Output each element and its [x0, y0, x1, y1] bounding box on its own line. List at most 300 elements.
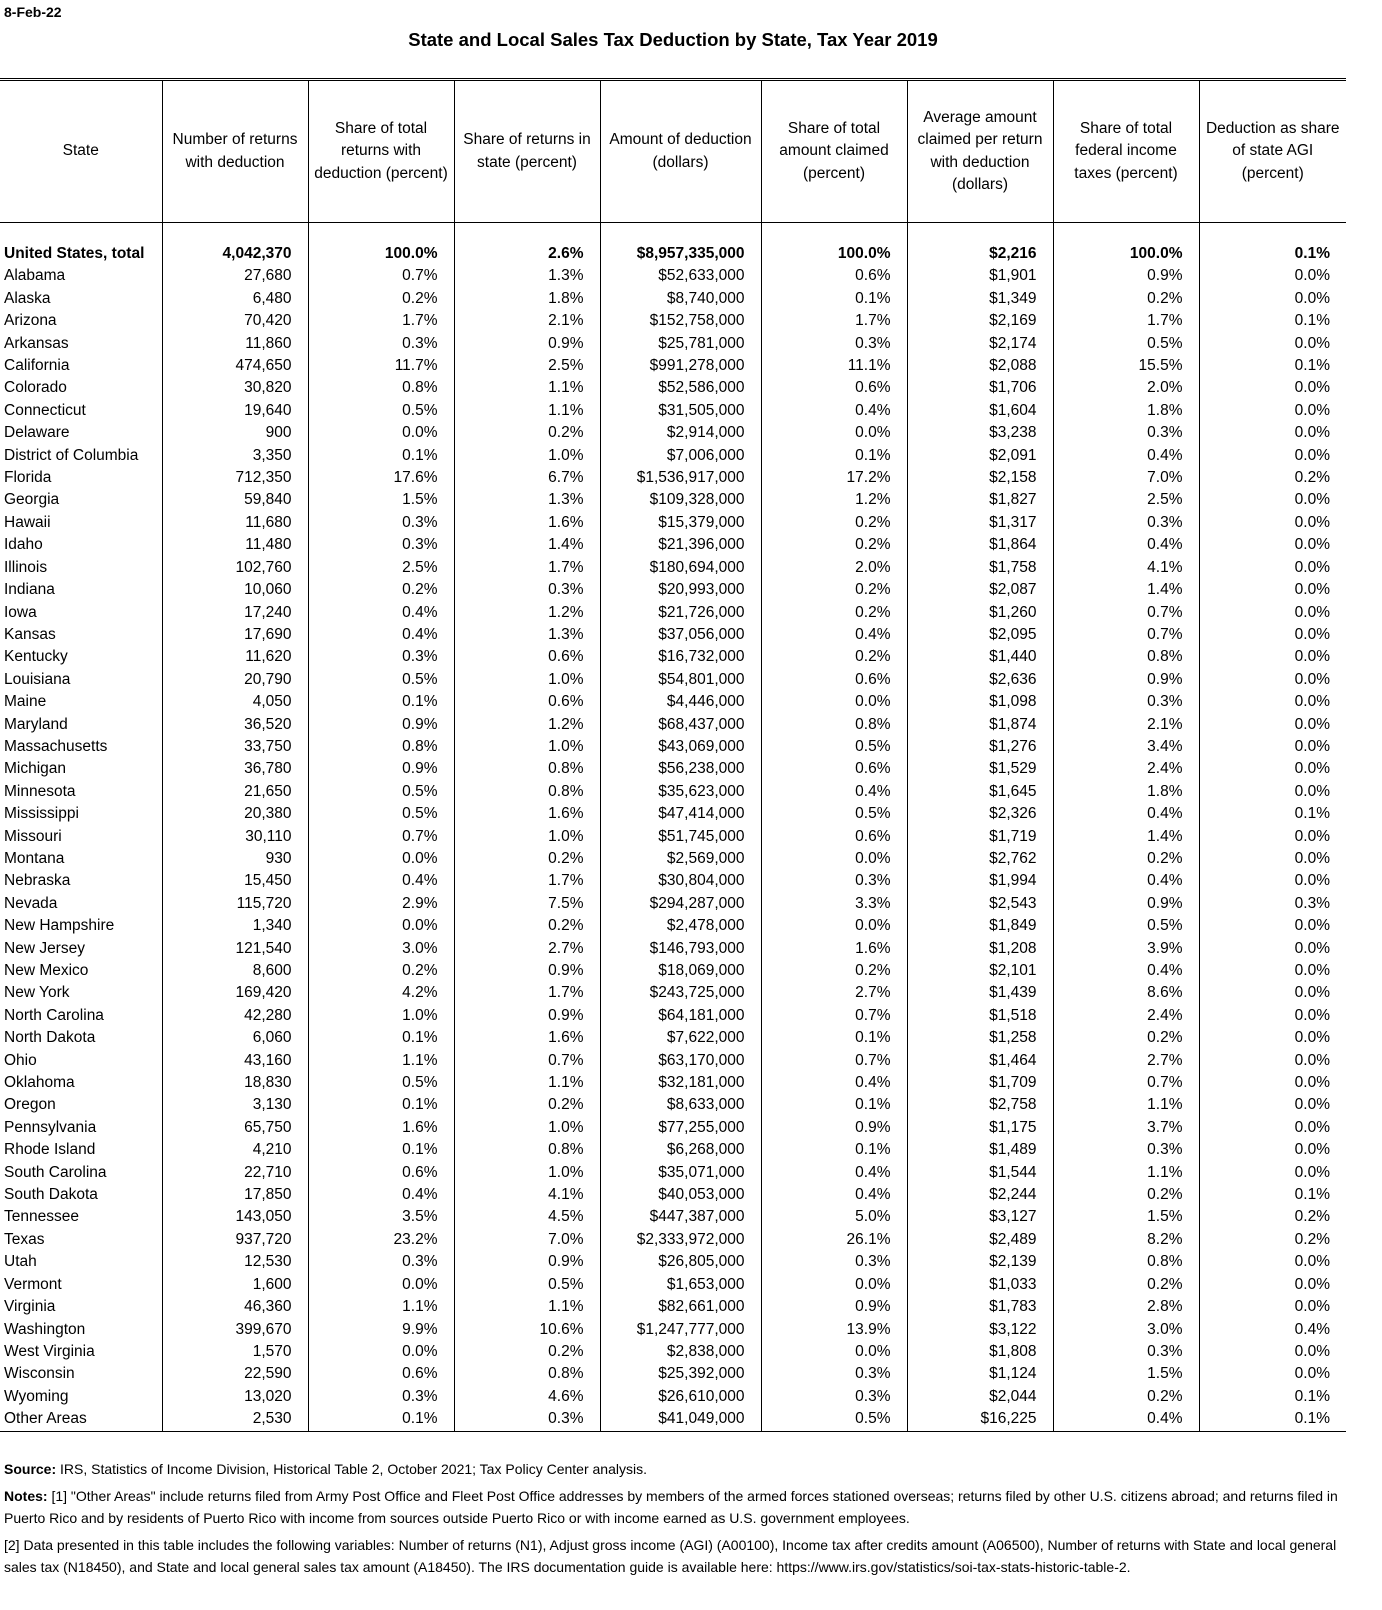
cell-share-of-total-returns: 0.8% — [308, 377, 454, 399]
note-2: [2] Data presented in this table includes the following variables: Number of returns (N1), Adjust gross income (AGI) (A00100), Income tax after credits amount (A06500), Number of returns with State and local general sales tax (N18450), and State and local general sales tax amount (A18450). The IRS documentation guide is available here: https://www.irs.gov/statistics/soi-tax-stats-historic-table-2. — [4, 1536, 1337, 1575]
cell-average-amount: $1,175 — [907, 1117, 1053, 1139]
cell-state: Tennessee — [4, 1208, 79, 1226]
cell-average-amount: $1,808 — [907, 1341, 1053, 1363]
cell-share-of-total-returns: 0.4% — [308, 1184, 454, 1206]
cell-share-of-state-agi: 0.2% — [1199, 1206, 1346, 1228]
cell-share-of-total-amount: 26.1% — [761, 1229, 907, 1251]
table-row — [0, 1005, 1346, 1027]
table-row — [0, 310, 1346, 332]
table-row — [0, 288, 1346, 310]
cell-number-of-returns: 59,840 — [162, 489, 308, 511]
cell-share-of-total-returns: 4.2% — [308, 982, 454, 1004]
cell-number-of-returns: 18,830 — [162, 1072, 308, 1094]
cell-average-amount: $1,033 — [907, 1274, 1053, 1296]
cell-state: Missouri — [4, 827, 62, 845]
report-date: 8-Feb-22 — [4, 4, 62, 20]
cell-number-of-returns: 46,360 — [162, 1296, 308, 1318]
cell-share-of-total-returns: 0.5% — [308, 781, 454, 803]
cell-share-of-total-amount: 0.2% — [761, 512, 907, 534]
cell-amount-of-deduction: $7,006,000 — [600, 445, 761, 467]
cell-average-amount: $2,087 — [907, 579, 1053, 601]
cell-share-of-federal-taxes: 1.8% — [1053, 400, 1199, 422]
cell-share-of-federal-taxes: 0.2% — [1053, 1386, 1199, 1408]
cell-share-of-state-agi: 0.0% — [1199, 422, 1346, 444]
table-row — [0, 400, 1346, 422]
cell-share-of-federal-taxes: 0.5% — [1053, 333, 1199, 355]
cell-state: South Dakota — [4, 1186, 98, 1204]
cell-amount-of-deduction: $180,694,000 — [600, 557, 761, 579]
cell-average-amount: $1,874 — [907, 714, 1053, 736]
cell-share-of-total-returns: 0.4% — [308, 602, 454, 624]
cell-share-of-returns-in-state: 0.6% — [454, 646, 600, 668]
cell-share-of-total-amount: 0.0% — [761, 691, 907, 713]
table-row — [0, 736, 1346, 758]
cell-share-of-returns-in-state: 0.8% — [454, 758, 600, 780]
source-label: Source: — [4, 1461, 57, 1477]
cell-number-of-returns: 11,620 — [162, 646, 308, 668]
cell-average-amount: $2,636 — [907, 669, 1053, 691]
cell-number-of-returns: 30,820 — [162, 377, 308, 399]
cell-share-of-federal-taxes: 0.4% — [1053, 1408, 1199, 1431]
table-row — [0, 1162, 1346, 1184]
cell-number-of-returns: 1,570 — [162, 1341, 308, 1363]
cell-share-of-total-returns: 0.1% — [308, 1408, 454, 1431]
cell-share-of-returns-in-state: 6.7% — [454, 467, 600, 489]
cell-share-of-state-agi: 0.1% — [1199, 1408, 1346, 1431]
cell-share-of-state-agi: 0.0% — [1199, 826, 1346, 848]
cell-number-of-returns: 121,540 — [162, 938, 308, 960]
cell-share-of-total-amount: 0.9% — [761, 1117, 907, 1139]
cell-share-of-federal-taxes: 0.7% — [1053, 602, 1199, 624]
cell-number-of-returns: 21,650 — [162, 781, 308, 803]
cell-share-of-returns-in-state: 1.7% — [454, 870, 600, 892]
cell-share-of-total-amount: 0.2% — [761, 534, 907, 556]
cell-share-of-returns-in-state: 1.3% — [454, 265, 600, 287]
cell-state: Kansas — [4, 625, 56, 643]
cell-share-of-returns-in-state: 1.0% — [454, 1117, 600, 1139]
cell-amount-of-deduction: $152,758,000 — [600, 310, 761, 332]
cell-amount-of-deduction: $18,069,000 — [600, 960, 761, 982]
cell-average-amount: $2,091 — [907, 445, 1053, 467]
cell-state: Iowa — [4, 603, 37, 621]
table-row — [0, 422, 1346, 444]
cell-share-of-state-agi: 0.0% — [1199, 445, 1346, 467]
cell-amount-of-deduction: $4,446,000 — [600, 691, 761, 713]
cell-amount-of-deduction: $2,838,000 — [600, 1341, 761, 1363]
table-row — [0, 534, 1346, 556]
cell-state: New York — [4, 984, 70, 1002]
sales-tax-deduction-table — [0, 78, 1346, 1432]
cell-amount-of-deduction: $40,053,000 — [600, 1184, 761, 1206]
cell-share-of-total-returns: 0.6% — [308, 1162, 454, 1184]
cell-number-of-returns: 42,280 — [162, 1005, 308, 1027]
cell-share-of-federal-taxes: 0.9% — [1053, 669, 1199, 691]
cell-number-of-returns: 474,650 — [162, 355, 308, 377]
cell-average-amount: $2,101 — [907, 960, 1053, 982]
cell-share-of-total-amount: 0.4% — [761, 624, 907, 646]
cell-share-of-federal-taxes: 8.2% — [1053, 1229, 1199, 1251]
cell-share-of-returns-in-state: 1.6% — [454, 1027, 600, 1049]
cell-state: Hawaii — [4, 513, 51, 531]
cell-share-of-total-amount: 0.9% — [761, 1296, 907, 1318]
table-row — [0, 1206, 1346, 1228]
cell-share-of-total-returns: 9.9% — [308, 1319, 454, 1341]
table-row — [0, 781, 1346, 803]
cell-share-of-federal-taxes: 3.9% — [1053, 938, 1199, 960]
cell-number-of-returns: 4,042,370 — [162, 243, 308, 265]
cell-share-of-returns-in-state: 0.3% — [454, 1408, 600, 1431]
cell-state: Vermont — [4, 1275, 62, 1293]
cell-share-of-state-agi: 0.0% — [1199, 669, 1346, 691]
cell-share-of-federal-taxes: 0.4% — [1053, 803, 1199, 825]
cell-state: Indiana — [4, 581, 55, 599]
cell-share-of-returns-in-state: 0.8% — [454, 1363, 600, 1385]
cell-share-of-total-returns: 0.2% — [308, 579, 454, 601]
cell-state: Wisconsin — [4, 1365, 75, 1383]
table-row — [0, 714, 1346, 736]
cell-share-of-state-agi: 0.1% — [1199, 1386, 1346, 1408]
header-row — [0, 80, 1346, 223]
table-row — [0, 1296, 1346, 1318]
footnotes — [4, 1458, 1344, 1579]
cell-share-of-returns-in-state: 0.9% — [454, 1251, 600, 1273]
cell-number-of-returns: 19,640 — [162, 400, 308, 422]
cell-share-of-total-returns: 2.9% — [308, 893, 454, 915]
cell-share-of-returns-in-state: 1.0% — [454, 445, 600, 467]
cell-amount-of-deduction: $35,071,000 — [600, 1162, 761, 1184]
cell-share-of-returns-in-state: 1.6% — [454, 512, 600, 534]
cell-share-of-federal-taxes: 2.8% — [1053, 1296, 1199, 1318]
cell-share-of-state-agi: 0.0% — [1199, 758, 1346, 780]
cell-amount-of-deduction: $146,793,000 — [600, 938, 761, 960]
cell-share-of-federal-taxes: 0.8% — [1053, 646, 1199, 668]
cell-average-amount: $2,088 — [907, 355, 1053, 377]
cell-average-amount: $1,124 — [907, 1363, 1053, 1385]
column-header-share-of-state-agi: Deduction as share of state AGI (percent) — [1199, 80, 1346, 223]
table-row — [0, 758, 1346, 780]
table-row — [0, 803, 1346, 825]
cell-share-of-federal-taxes: 0.2% — [1053, 288, 1199, 310]
cell-number-of-returns: 30,110 — [162, 826, 308, 848]
cell-share-of-total-returns: 1.5% — [308, 489, 454, 511]
cell-share-of-total-returns: 0.8% — [308, 736, 454, 758]
cell-number-of-returns: 43,160 — [162, 1050, 308, 1072]
cell-share-of-total-amount: 0.0% — [761, 422, 907, 444]
cell-amount-of-deduction: $47,414,000 — [600, 803, 761, 825]
cell-share-of-total-amount: 0.0% — [761, 915, 907, 937]
cell-average-amount: $1,518 — [907, 1005, 1053, 1027]
cell-average-amount: $3,238 — [907, 422, 1053, 444]
cell-share-of-total-amount: 17.2% — [761, 467, 907, 489]
table-row — [0, 624, 1346, 646]
cell-share-of-returns-in-state: 1.4% — [454, 534, 600, 556]
cell-share-of-state-agi: 0.0% — [1199, 870, 1346, 892]
spacer-row — [0, 223, 1346, 244]
table-row — [0, 445, 1346, 467]
cell-share-of-federal-taxes: 1.4% — [1053, 826, 1199, 848]
cell-amount-of-deduction: $8,957,335,000 — [600, 243, 761, 265]
cell-amount-of-deduction: $56,238,000 — [600, 758, 761, 780]
cell-share-of-state-agi: 0.0% — [1199, 781, 1346, 803]
cell-share-of-returns-in-state: 0.2% — [454, 915, 600, 937]
cell-share-of-federal-taxes: 2.4% — [1053, 1005, 1199, 1027]
cell-share-of-total-returns: 0.2% — [308, 960, 454, 982]
cell-share-of-total-amount: 0.5% — [761, 1408, 907, 1431]
table-row — [0, 646, 1346, 668]
cell-amount-of-deduction: $109,328,000 — [600, 489, 761, 511]
cell-average-amount: $1,827 — [907, 489, 1053, 511]
cell-average-amount: $1,276 — [907, 736, 1053, 758]
cell-state: West Virginia — [4, 1342, 95, 1360]
cell-share-of-federal-taxes: 0.2% — [1053, 1027, 1199, 1049]
cell-amount-of-deduction: $37,056,000 — [600, 624, 761, 646]
table-row — [0, 377, 1346, 399]
cell-average-amount: $1,706 — [907, 377, 1053, 399]
cell-average-amount: $1,849 — [907, 915, 1053, 937]
table-row — [0, 1251, 1346, 1273]
cell-amount-of-deduction: $68,437,000 — [600, 714, 761, 736]
cell-number-of-returns: 143,050 — [162, 1206, 308, 1228]
cell-share-of-returns-in-state: 0.8% — [454, 1139, 600, 1161]
cell-share-of-total-returns: 0.9% — [308, 714, 454, 736]
cell-state: Virginia — [4, 1298, 56, 1316]
table-row — [0, 893, 1346, 915]
cell-state: Massachusetts — [4, 737, 108, 755]
cell-share-of-total-returns: 0.0% — [308, 1341, 454, 1363]
cell-share-of-total-returns: 0.3% — [308, 646, 454, 668]
cell-share-of-returns-in-state: 1.0% — [454, 1162, 600, 1184]
cell-share-of-total-amount: 0.6% — [761, 758, 907, 780]
cell-share-of-total-returns: 11.7% — [308, 355, 454, 377]
cell-share-of-state-agi: 0.0% — [1199, 265, 1346, 287]
cell-share-of-state-agi: 0.0% — [1199, 1363, 1346, 1385]
table-row — [0, 1050, 1346, 1072]
cell-share-of-state-agi: 0.2% — [1199, 1229, 1346, 1251]
cell-share-of-total-amount: 0.8% — [761, 714, 907, 736]
cell-state: California — [4, 357, 70, 375]
cell-share-of-total-amount: 0.3% — [761, 1386, 907, 1408]
cell-share-of-total-amount: 13.9% — [761, 1319, 907, 1341]
cell-amount-of-deduction: $243,725,000 — [600, 982, 761, 1004]
cell-average-amount: $1,489 — [907, 1139, 1053, 1161]
cell-state: Wyoming — [4, 1387, 69, 1405]
cell-share-of-state-agi: 0.0% — [1199, 1341, 1346, 1363]
cell-share-of-total-returns: 0.1% — [308, 691, 454, 713]
cell-share-of-total-returns: 2.5% — [308, 557, 454, 579]
cell-share-of-returns-in-state: 0.9% — [454, 333, 600, 355]
cell-amount-of-deduction: $41,049,000 — [600, 1408, 761, 1431]
cell-amount-of-deduction: $25,781,000 — [600, 333, 761, 355]
cell-share-of-state-agi: 0.0% — [1199, 1117, 1346, 1139]
note-1-text: [1] "Other Areas" include returns filed from Army Post Office and Fleet Post Office addresses by members of the armed forces stationed overseas; returns filed by other U.S. citizens abroad; and returns filed in Puerto Rico and by residents of Puerto Rico with income from sources outside Puerto Rico or with income earned as U.S. government employees. — [4, 1487, 1338, 1526]
cell-state: Kentucky — [4, 648, 68, 666]
cell-share-of-total-returns: 0.1% — [308, 1094, 454, 1116]
column-header-average-amount: Average amount claimed per return with deduction (dollars) — [907, 80, 1053, 223]
cell-average-amount: $1,709 — [907, 1072, 1053, 1094]
cell-share-of-total-returns: 0.1% — [308, 1027, 454, 1049]
cell-share-of-total-amount: 0.0% — [761, 1274, 907, 1296]
cell-share-of-total-returns: 0.5% — [308, 803, 454, 825]
cell-average-amount: $1,901 — [907, 265, 1053, 287]
cell-state: Ohio — [4, 1051, 37, 1069]
cell-share-of-federal-taxes: 100.0% — [1053, 243, 1199, 265]
cell-number-of-returns: 937,720 — [162, 1229, 308, 1251]
cell-share-of-returns-in-state: 1.3% — [454, 489, 600, 511]
cell-share-of-state-agi: 0.0% — [1199, 1094, 1346, 1116]
column-header-state: State — [0, 80, 162, 223]
cell-average-amount: $2,139 — [907, 1251, 1053, 1273]
cell-share-of-total-amount: 0.2% — [761, 960, 907, 982]
cell-amount-of-deduction: $2,914,000 — [600, 422, 761, 444]
cell-amount-of-deduction: $16,732,000 — [600, 646, 761, 668]
cell-share-of-total-amount: 0.3% — [761, 1251, 907, 1273]
cell-share-of-returns-in-state: 1.6% — [454, 803, 600, 825]
cell-share-of-federal-taxes: 4.1% — [1053, 557, 1199, 579]
cell-share-of-total-amount: 0.3% — [761, 333, 907, 355]
cell-share-of-returns-in-state: 1.0% — [454, 826, 600, 848]
cell-share-of-total-returns: 0.0% — [308, 848, 454, 870]
cell-share-of-total-returns: 1.0% — [308, 1005, 454, 1027]
cell-share-of-state-agi: 0.1% — [1199, 803, 1346, 825]
cell-amount-of-deduction: $20,993,000 — [600, 579, 761, 601]
cell-average-amount: $1,758 — [907, 557, 1053, 579]
cell-amount-of-deduction: $31,505,000 — [600, 400, 761, 422]
cell-share-of-federal-taxes: 0.9% — [1053, 893, 1199, 915]
column-header-number-of-returns: Number of returns with deduction — [162, 80, 308, 223]
cell-share-of-returns-in-state: 1.2% — [454, 714, 600, 736]
cell-state: Pennsylvania — [4, 1118, 97, 1136]
table-row — [0, 1072, 1346, 1094]
cell-state: Maine — [4, 693, 47, 711]
cell-share-of-total-returns: 17.6% — [308, 467, 454, 489]
cell-state: New Jersey — [4, 939, 85, 957]
cell-share-of-total-amount: 0.6% — [761, 377, 907, 399]
table-row — [0, 1094, 1346, 1116]
cell-share-of-total-amount: 1.7% — [761, 310, 907, 332]
cell-amount-of-deduction: $991,278,000 — [600, 355, 761, 377]
table-row — [0, 1184, 1346, 1206]
cell-share-of-federal-taxes: 0.8% — [1053, 1251, 1199, 1273]
cell-number-of-returns: 70,420 — [162, 310, 308, 332]
column-header-share-of-federal-taxes: Share of total federal income taxes (percent) — [1053, 80, 1199, 223]
cell-share-of-total-amount: 100.0% — [761, 243, 907, 265]
cell-share-of-state-agi: 0.1% — [1199, 243, 1346, 265]
cell-share-of-state-agi: 0.0% — [1199, 691, 1346, 713]
cell-share-of-returns-in-state: 0.2% — [454, 422, 600, 444]
cell-share-of-state-agi: 0.0% — [1199, 646, 1346, 668]
table-row — [0, 265, 1346, 287]
cell-share-of-total-amount: 0.4% — [761, 1184, 907, 1206]
cell-number-of-returns: 3,130 — [162, 1094, 308, 1116]
cell-average-amount: $2,158 — [907, 467, 1053, 489]
cell-share-of-returns-in-state: 0.9% — [454, 960, 600, 982]
cell-share-of-federal-taxes: 2.7% — [1053, 1050, 1199, 1072]
cell-number-of-returns: 11,680 — [162, 512, 308, 534]
cell-share-of-returns-in-state: 1.3% — [454, 624, 600, 646]
cell-amount-of-deduction: $52,633,000 — [600, 265, 761, 287]
cell-share-of-total-returns: 0.1% — [308, 445, 454, 467]
cell-state: Alaska — [4, 289, 51, 307]
cell-average-amount: $16,225 — [907, 1408, 1053, 1431]
cell-share-of-state-agi: 0.0% — [1199, 557, 1346, 579]
cell-number-of-returns: 6,060 — [162, 1027, 308, 1049]
table-row — [0, 848, 1346, 870]
cell-share-of-federal-taxes: 2.5% — [1053, 489, 1199, 511]
cell-share-of-returns-in-state: 7.0% — [454, 1229, 600, 1251]
cell-share-of-total-returns: 1.1% — [308, 1050, 454, 1072]
cell-share-of-returns-in-state: 1.1% — [454, 1296, 600, 1318]
source-note — [4, 1458, 1344, 1481]
cell-share-of-state-agi: 0.0% — [1199, 736, 1346, 758]
cell-share-of-federal-taxes: 0.2% — [1053, 848, 1199, 870]
column-header-share-of-returns-in-state: Share of returns in state (percent) — [454, 80, 600, 223]
table-row — [0, 1319, 1346, 1341]
cell-average-amount: $1,349 — [907, 288, 1053, 310]
cell-state: Texas — [4, 1230, 45, 1248]
cell-share-of-federal-taxes: 1.1% — [1053, 1162, 1199, 1184]
cell-share-of-returns-in-state: 2.6% — [454, 243, 600, 265]
cell-share-of-returns-in-state: 1.0% — [454, 669, 600, 691]
cell-share-of-total-amount: 0.4% — [761, 1072, 907, 1094]
cell-share-of-total-returns: 100.0% — [308, 243, 454, 265]
cell-number-of-returns: 65,750 — [162, 1117, 308, 1139]
cell-average-amount: $2,543 — [907, 893, 1053, 915]
cell-share-of-returns-in-state: 4.6% — [454, 1386, 600, 1408]
cell-share-of-state-agi: 0.0% — [1199, 400, 1346, 422]
cell-average-amount: $2,326 — [907, 803, 1053, 825]
cell-state: Oregon — [4, 1096, 56, 1114]
cell-number-of-returns: 8,600 — [162, 960, 308, 982]
cell-share-of-state-agi: 0.0% — [1199, 288, 1346, 310]
cell-share-of-state-agi: 0.0% — [1199, 512, 1346, 534]
column-header-share-of-total-amount: Share of total amount claimed (percent) — [761, 80, 907, 223]
cell-share-of-total-returns: 0.0% — [308, 1274, 454, 1296]
total-row — [0, 243, 1346, 265]
cell-state: New Mexico — [4, 962, 89, 979]
cell-state: United States, total — [4, 245, 145, 262]
table-row — [0, 1274, 1346, 1296]
cell-share-of-total-amount: 0.4% — [761, 400, 907, 422]
cell-share-of-federal-taxes: 2.0% — [1053, 377, 1199, 399]
cell-amount-of-deduction: $1,653,000 — [600, 1274, 761, 1296]
cell-share-of-state-agi: 0.0% — [1199, 377, 1346, 399]
cell-share-of-state-agi: 0.0% — [1199, 915, 1346, 937]
cell-share-of-returns-in-state: 0.2% — [454, 1341, 600, 1363]
cell-state: Delaware — [4, 424, 70, 442]
cell-share-of-returns-in-state: 1.1% — [454, 377, 600, 399]
cell-share-of-federal-taxes: 1.7% — [1053, 310, 1199, 332]
cell-number-of-returns: 20,380 — [162, 803, 308, 825]
cell-average-amount: $3,122 — [907, 1319, 1053, 1341]
cell-number-of-returns: 4,210 — [162, 1139, 308, 1161]
cell-state: Mississippi — [4, 805, 79, 823]
cell-state: Connecticut — [4, 401, 86, 419]
cell-share-of-state-agi: 0.0% — [1199, 1050, 1346, 1072]
table-row — [0, 669, 1346, 691]
cell-share-of-federal-taxes: 0.4% — [1053, 445, 1199, 467]
cell-share-of-total-amount: 2.7% — [761, 982, 907, 1004]
cell-share-of-federal-taxes: 1.8% — [1053, 781, 1199, 803]
cell-amount-of-deduction: $2,333,972,000 — [600, 1229, 761, 1251]
cell-amount-of-deduction: $32,181,000 — [600, 1072, 761, 1094]
cell-average-amount: $2,044 — [907, 1386, 1053, 1408]
cell-share-of-federal-taxes: 0.3% — [1053, 691, 1199, 713]
cell-share-of-total-returns: 3.0% — [308, 938, 454, 960]
cell-share-of-state-agi: 0.0% — [1199, 579, 1346, 601]
table-row — [0, 579, 1346, 601]
cell-average-amount: $1,208 — [907, 938, 1053, 960]
cell-share-of-total-returns: 0.6% — [308, 1363, 454, 1385]
